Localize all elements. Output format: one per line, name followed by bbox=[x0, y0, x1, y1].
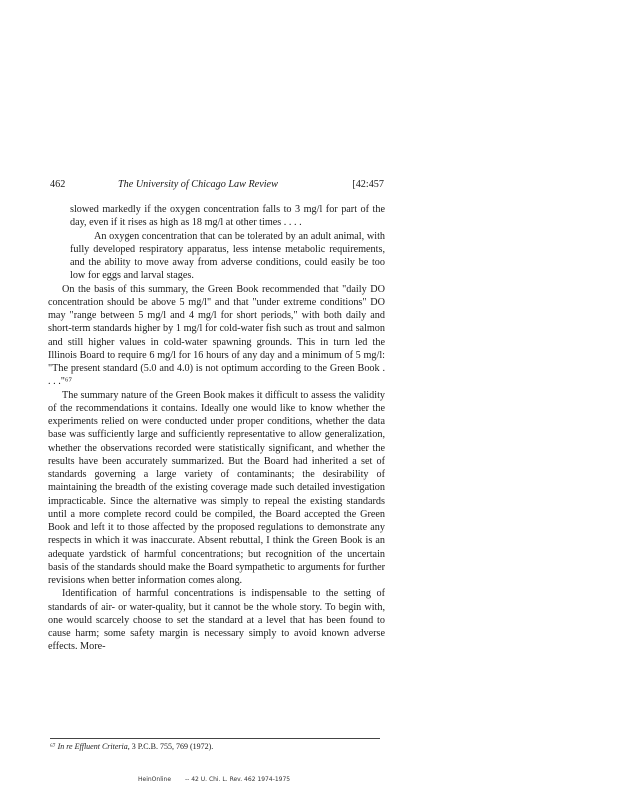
footnote-case-name: In re Effluent Criteria bbox=[57, 742, 128, 751]
journal-title: The University of Chicago Law Review bbox=[118, 179, 278, 190]
running-header bbox=[50, 179, 384, 193]
paragraph: Identification of harmful concentrations is indispensable to the setting of standards of air- or water-quality, but it cannot be the whole story. To begin with, one would scarcely choose to set the standard at a level that has been found to cause harm; some safety margin is necessary simply to avoid known adverse effects. More- bbox=[48, 588, 385, 653]
paragraph: The summary nature of the Green Book makes it difficult to assess the validity of the recommendations it contains. Ideally one would like to know whether the experiments relied on were conducted under proper conditions, whether the data base was sufficiently large and sufficiently representative to allow generalization, whether the observations recorded were statistically significant, and whether the results have been accurately summarized. But the Board had inherited a set of standards governing a large variety of contaminants; the desirability of maintaining the breadth of the existing coverage made such detailed investigation impracticable. Since the alternative was simply to repeal the existing standards until a more complete record could be compiled, the Board accepted the Green Book and left it to those affected by the proposed regulations to demonstrate any respects in which it was inaccurate. Absent rebuttal, I think the Green Book is an adequate yardstick of harmful concentrations; but recognition of the uncertain basis of the standards should make the Board sympathetic to arguments for further revisions when better information comes along. bbox=[48, 389, 385, 586]
paragraph: On the basis of this summary, the Green Book recommended that "daily DO concentration should be above 5 mg/l" and that "under extreme conditions" DO may "range between 5 mg/l and 4 mg/l for short periods," with both daily and short-term standards higher by 1 mg/l for cold-water fish such as trout and salmon and still higher values in cold-water spawning grounds. This in turn led the Illinois Board to require 6 mg/l for 16 hours of any day and a minimum of 5 mg/l: "The present standard (5.0 and 4.0) is not optimum according to the Green Book . . . ."⁶⁷ bbox=[48, 283, 385, 388]
source-name: HeinOnline bbox=[138, 776, 172, 783]
footnote-marker: ⁶⁷ bbox=[50, 742, 56, 751]
body-text bbox=[48, 203, 385, 654]
source-reference: -- 42 U. Chi. L. Rev. 462 1974-1975 bbox=[184, 776, 291, 783]
quote-paragraph: slowed markedly if the oxygen concentration falls to 3 mg/l for part of the day, even if it rises as high as 18 mg/l at other times . . . . bbox=[70, 204, 385, 229]
source-line bbox=[138, 776, 302, 783]
footnote bbox=[50, 742, 380, 751]
footnote-citation: , 3 P.C.B. 755, 769 (1972). bbox=[127, 742, 214, 751]
block-quote bbox=[70, 203, 385, 283]
page-number: 462 bbox=[50, 179, 66, 190]
volume-citation: [42:457 bbox=[352, 179, 384, 190]
footnote-divider bbox=[50, 738, 380, 739]
quote-paragraph: An oxygen concentration that can be tolerated by an adult animal, with fully developed respiratory apparatus, less intense metabolic requirements, and the ability to move away from adverse conditions, could easily be too low for eggs and larval stages. bbox=[70, 230, 385, 282]
